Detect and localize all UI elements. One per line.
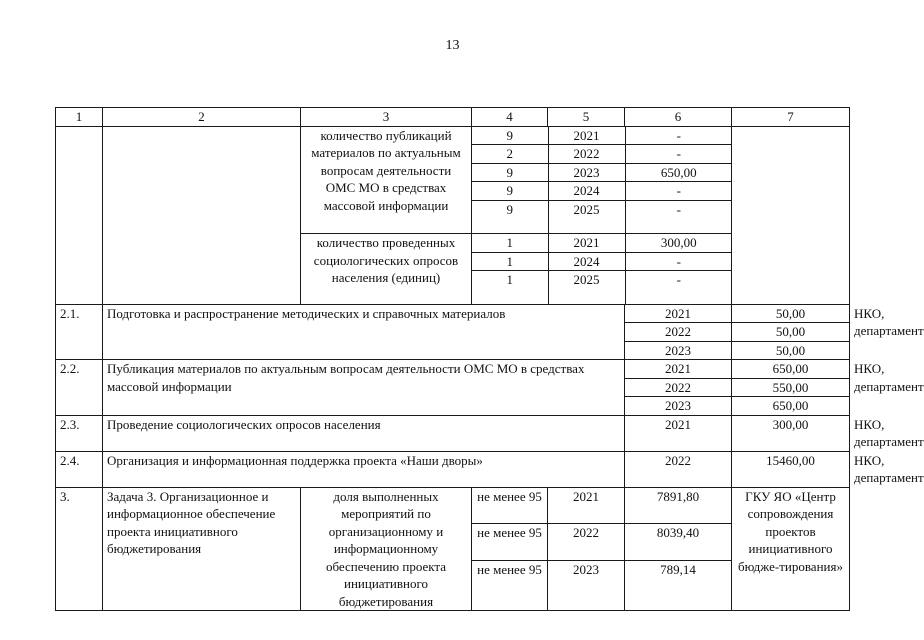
year: 2022 — [625, 378, 732, 397]
empty-cell — [56, 126, 103, 304]
row-number: 2.1. — [56, 304, 103, 360]
table-row: 2.2. Публикация материалов по актуальным вопросам деятельности ОМС МО в средствах массовой информации 2021 650,00 НКО, департамент — [56, 360, 850, 379]
year: 2022 — [625, 323, 732, 342]
funding: - — [625, 271, 732, 304]
indicator-values — [472, 234, 732, 305]
activity-name: Проведение социологических опросов населения — [103, 415, 625, 451]
year: 2021 — [625, 360, 732, 379]
header-cell: 5 — [548, 108, 625, 127]
year: 2021 — [625, 304, 732, 323]
funding: 300,00 — [732, 415, 850, 451]
funding: 50,00 — [732, 323, 850, 342]
funding: 50,00 — [732, 341, 850, 360]
year: 2025 — [548, 200, 625, 233]
target-value: 2 — [472, 145, 548, 164]
header-cell: 4 — [472, 108, 548, 127]
target-value: не менее 95 — [472, 560, 548, 610]
funding: 50,00 — [732, 304, 850, 323]
value-row — [472, 182, 732, 201]
header-cell: 1 — [56, 108, 103, 127]
page-number: 13 — [445, 38, 460, 53]
empty-cell — [732, 126, 850, 304]
value-row — [472, 252, 732, 271]
activity-name: Организация и информационная поддержка проекта «Наши дворы» — [103, 451, 625, 487]
target-value: 1 — [472, 252, 548, 271]
indicator-values — [472, 126, 732, 234]
year: 2021 — [548, 234, 625, 252]
table-row: 2.4. Организация и информационная поддержка проекта «Наши дворы» 2022 15460,00 НКО, департамент — [56, 451, 850, 487]
program-table — [55, 107, 924, 611]
funding: 8039,40 — [625, 524, 732, 561]
value-row — [472, 145, 732, 164]
year: 2022 — [625, 451, 732, 487]
table-row: 2.3. Проведение социологических опросов населения 2021 300,00 НКО, департамент — [56, 415, 850, 451]
year: 2022 — [548, 145, 625, 164]
value-row — [472, 271, 732, 304]
year: 2023 — [625, 397, 732, 416]
funding: 650,00 — [732, 360, 850, 379]
target-value: 1 — [472, 271, 548, 304]
indicator-values-table — [472, 127, 732, 234]
year: 2021 — [548, 127, 625, 145]
funding: - — [625, 145, 732, 164]
year: 2024 — [548, 252, 625, 271]
executor: ГКУ ЯО «Центр сопровождения проектов инициативного бюдже-тирования» — [732, 487, 850, 611]
funding: 15460,00 — [732, 451, 850, 487]
year: 2023 — [548, 163, 625, 182]
funding: 789,14 — [625, 560, 732, 610]
year: 2024 — [548, 182, 625, 201]
target-value: 1 — [472, 234, 548, 252]
table-row: 2.1. Подготовка и распространение методических и справочных материалов 2021 50,00 НКО, департамент — [56, 304, 850, 323]
header-cell: 2 — [103, 108, 301, 127]
funding: 550,00 — [732, 378, 850, 397]
row-number: 2.3. — [56, 415, 103, 451]
funding: - — [625, 182, 732, 201]
row-number: 3. — [56, 487, 103, 611]
value-row — [472, 127, 732, 145]
header-cell: 6 — [625, 108, 732, 127]
value-row — [472, 200, 732, 233]
indicator-row — [56, 126, 850, 234]
funding: 650,00 — [732, 397, 850, 416]
year: 2023 — [548, 560, 625, 610]
funding: - — [625, 252, 732, 271]
indicator-values-table — [472, 234, 732, 304]
funding: 650,00 — [625, 163, 732, 182]
funding: 300,00 — [625, 234, 732, 252]
header-cell: 3 — [301, 108, 472, 127]
target-value: 9 — [472, 182, 548, 201]
target-value: 9 — [472, 200, 548, 233]
funding: - — [625, 200, 732, 233]
header-cell: 7 — [732, 108, 850, 127]
year: 2021 — [548, 487, 625, 524]
value-row — [472, 163, 732, 182]
target-value: не менее 95 — [472, 487, 548, 524]
target-value: 9 — [472, 163, 548, 182]
activity-name: Подготовка и распространение методических и справочных материалов — [103, 304, 625, 360]
target-value: не менее 95 — [472, 524, 548, 561]
funding: - — [625, 127, 732, 145]
value-row — [472, 234, 732, 252]
funding: 7891,80 — [625, 487, 732, 524]
year: 2021 — [625, 415, 732, 451]
empty-cell — [103, 126, 301, 304]
year: 2025 — [548, 271, 625, 304]
target-value: 9 — [472, 127, 548, 145]
header-row — [56, 108, 850, 127]
row-number: 2.4. — [56, 451, 103, 487]
table-row — [56, 487, 850, 524]
activity-name: Публикация материалов по актуальным вопросам деятельности ОМС МО в средствах массовой информации — [103, 360, 625, 416]
year: 2022 — [548, 524, 625, 561]
indicator-text: доля выполненных мероприятий по организационному и информационному обеспечению проекта инициативного бюджетирования — [301, 487, 472, 611]
indicator-text: количество публикаций материалов по актуальным вопросам деятельности ОМС МО в средствах массовой информации — [301, 126, 472, 234]
task-name: Задача 3. Организационное и информационное обеспечение проекта инициативного бюджетирования — [103, 487, 301, 611]
year: 2023 — [625, 341, 732, 360]
row-number: 2.2. — [56, 360, 103, 416]
indicator-text: количество проведенных социологических опросов населения (единиц) — [301, 234, 472, 305]
